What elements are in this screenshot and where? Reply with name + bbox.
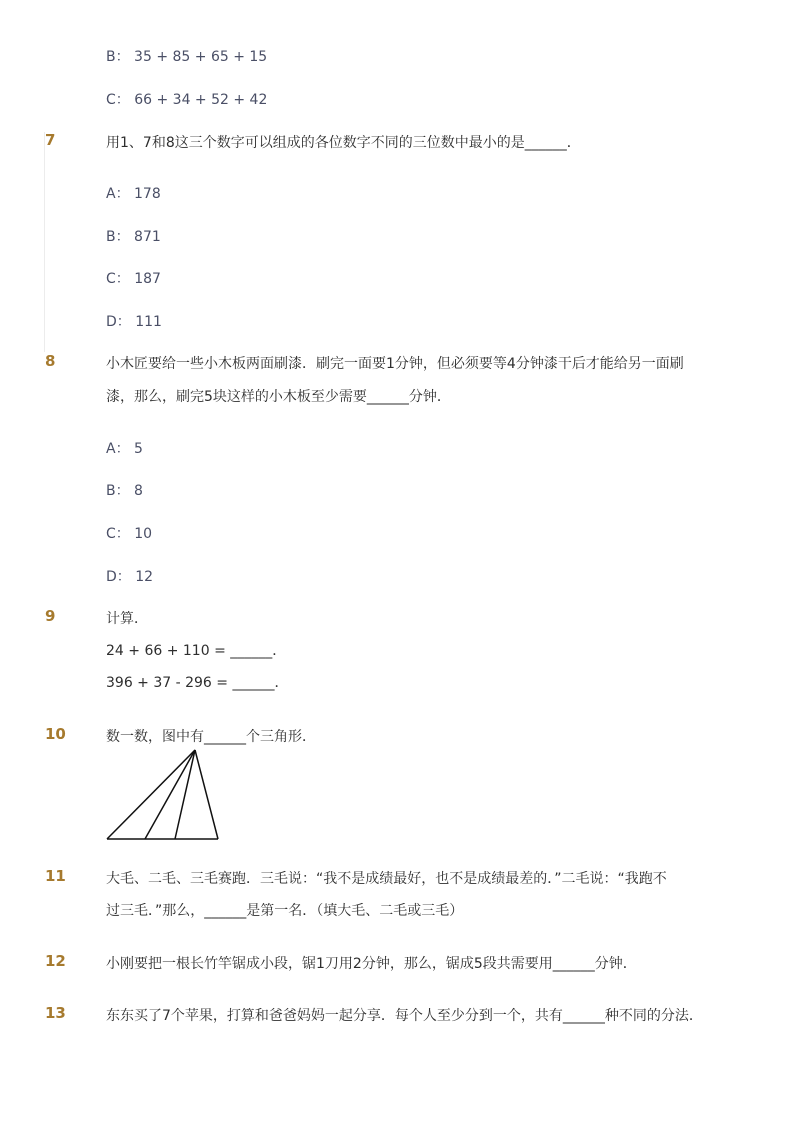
question-number-7: 7 [45, 131, 56, 149]
q6-option-c[interactable]: C： 66 + 34 + 52 + 42 [106, 92, 268, 108]
question-9-text: 计算． [106, 611, 148, 627]
question-number-12: 12 [45, 952, 66, 970]
question-number-9: 9 [45, 607, 56, 625]
q8-option-b[interactable]: B： 8 [106, 483, 143, 499]
question-margin-rule [44, 132, 45, 352]
question-8-text-line2: 漆，那么，刷完5块这样的小木板至少需要______分钟． [106, 389, 451, 405]
question-11-text-line1: 大毛、二毛、三毛赛跑．三毛说：“我不是成绩最好，也不是成绩最差的．”二毛说：“我跑不 [106, 871, 667, 887]
q8-option-a[interactable]: A： 5 [106, 441, 143, 457]
question-13-text: 东东买了7个苹果，打算和爸爸妈妈一起分享．每个人至少分到一个，共有______种不同的分法． [106, 1008, 703, 1024]
question-10-text: 数一数，图中有______个三角形． [106, 729, 316, 745]
triangle-figure [100, 745, 230, 845]
question-number-10: 10 [45, 725, 66, 743]
question-9-line2: 396 + 37 - 296 = ______． [106, 675, 289, 691]
q6-option-b[interactable]: B： 35 + 85 + 65 + 15 [106, 49, 268, 65]
question-8-text-line1: 小木匠要给一些小木板两面刷漆．刷完一面要1分钟，但必须要等4分钟漆干后才能给另一面刷 [106, 356, 684, 372]
q7-option-a[interactable]: A： 178 [106, 186, 161, 202]
question-12-text: 小刚要把一根长竹竿锯成小段，锯1刀用2分钟，那么，锯成5段共需要用______分钟． [106, 956, 637, 972]
question-11-text-line2: 过三毛．”那么，______是第一名．（填大毛、二毛或三毛） [106, 903, 464, 919]
question-9-line1: 24 + 66 + 110 = ______． [106, 643, 287, 659]
q8-option-c[interactable]: C： 10 [106, 526, 153, 542]
triangle-inner-line-1 [145, 750, 195, 839]
question-7-text: 用1、7和8这三个数字可以组成的各位数字不同的三位数中最小的是______． [106, 135, 581, 151]
q7-option-b[interactable]: B： 871 [106, 229, 161, 245]
triangle-left-side [107, 750, 195, 839]
q8-option-d[interactable]: D： 12 [106, 569, 154, 585]
question-number-13: 13 [45, 1004, 66, 1022]
question-number-11: 11 [45, 867, 66, 885]
q7-option-d[interactable]: D： 111 [106, 314, 162, 330]
triangle-right-side [195, 750, 218, 839]
question-number-8: 8 [45, 352, 56, 370]
q7-option-c[interactable]: C： 187 [106, 271, 161, 287]
triangle-inner-line-2 [175, 750, 195, 839]
